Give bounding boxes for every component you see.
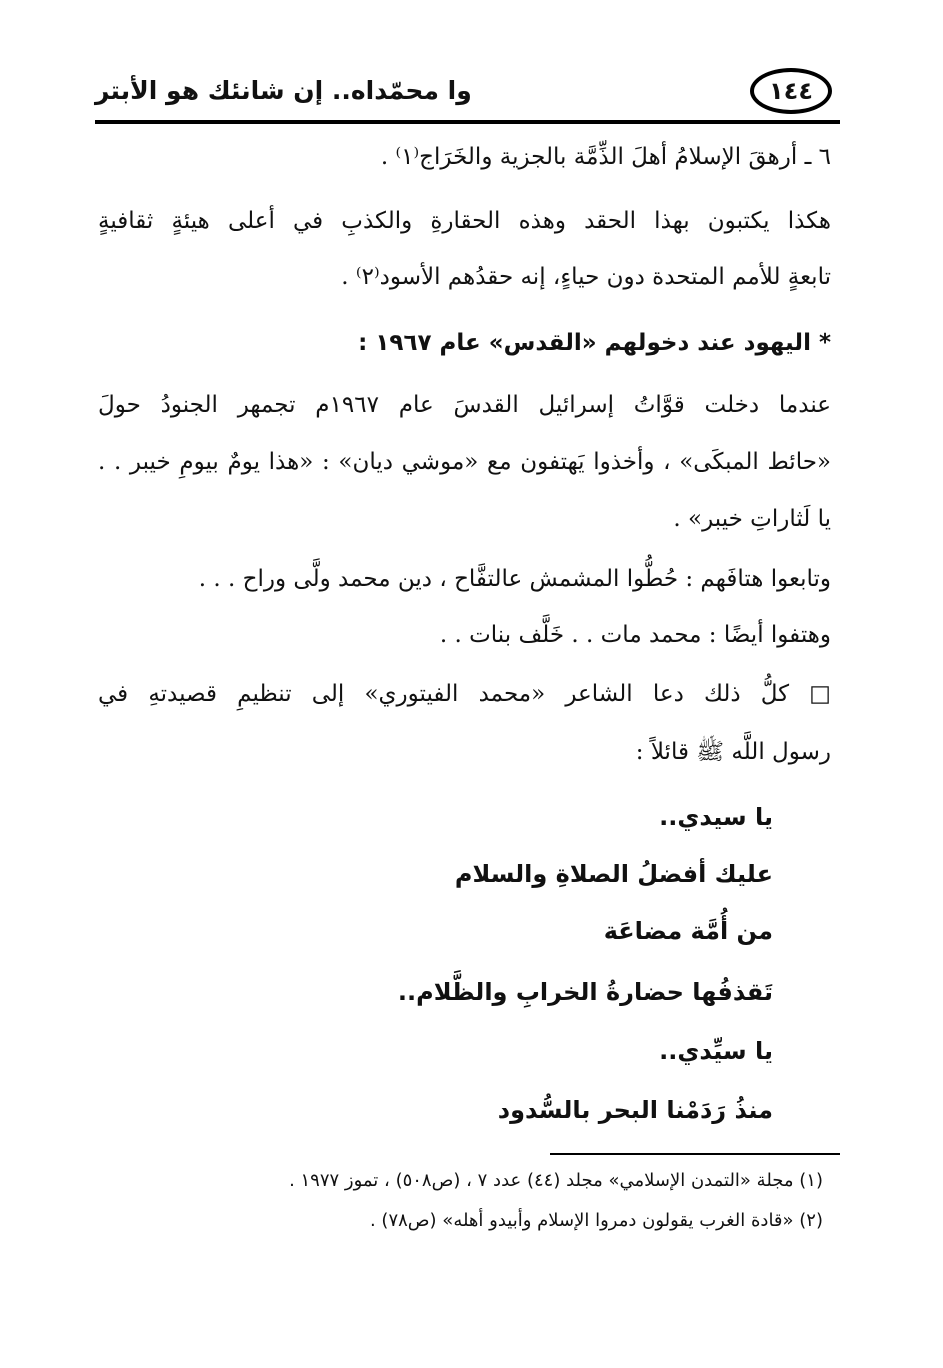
footnote-rule bbox=[550, 1153, 840, 1155]
poem-line: من أُمَّة مضاعَة bbox=[603, 917, 773, 945]
page-number-oval bbox=[750, 68, 832, 114]
paragraph-line: هكذا يكتبون بهذا الحقد وهذه الحقارةِ والكذبِ في أعلى هيئةٍ ثقافيةٍ bbox=[98, 208, 831, 234]
poem-line: يا سيدي.. bbox=[659, 803, 773, 831]
section-heading: * اليهود عند دخولهم «القدس» عام ١٩٦٧ : bbox=[358, 330, 831, 356]
poem-line: تَقذفُها حضارةُ الخرابِ والظَّلام.. bbox=[397, 978, 773, 1006]
poem-line: منذُ رَدَمْنا البحر بالسُّدود bbox=[497, 1096, 773, 1124]
paragraph-line: رسول اللَّه ﷺ قائلاً : bbox=[635, 739, 831, 765]
header-rule bbox=[95, 120, 840, 124]
page-number: ١٤٤ bbox=[769, 77, 813, 105]
paragraph-line: «حائط المبكَى» ، وأخذوا يَهتفون مع «موشي ديان» : «هذا يومٌ بيومِ خيبر . . bbox=[98, 449, 831, 475]
paragraph-line: □ كلُّ ذلك دعا الشاعر «محمد الفيتوري» إلى تنظيمِ قصيدتهِ في bbox=[98, 681, 831, 707]
list-item-6: ٦ ـ أرهقَ الإسلامُ أهلَ الذِّمَّة بالجزية والخَرَاج⁽١⁾ . bbox=[380, 144, 831, 170]
running-title: وا محمّداه.. إن شانئك هو الأبتر bbox=[95, 76, 472, 105]
paragraph-line: عندما دخلت قوَّاتُ إسرائيل القدسَ عام ١٩٦٧م تجمهر الجنودُ حولَ bbox=[98, 392, 831, 418]
paragraph-line: يا لَثاراتِ خيبر» . bbox=[673, 506, 831, 532]
poem-line: يا سيِّدي.. bbox=[659, 1037, 773, 1065]
paragraph-line: تابعةٍ للأمم المتحدة دون حياءٍ، إنه حقدُهم الأسود⁽٢⁾ . bbox=[341, 264, 831, 290]
poem-line: عليك أفضلُ الصلاةِ والسلام bbox=[454, 860, 773, 888]
paragraph-line: وتابعوا هتافَهم : حُطُّوا المشمش عالتفَّاح ، دين محمد ولَّى وراح . . . bbox=[198, 566, 831, 592]
footnote: (٢) «قادة الغرب يقولون دمروا الإسلام وأبيدو أهله» (ص٧٨) . bbox=[369, 1210, 823, 1231]
paragraph-line: وهتفوا أيضًا : محمد مات . . خَلَّف بنات . . bbox=[439, 622, 831, 648]
page-header bbox=[95, 62, 840, 130]
footnote: (١) مجلة «التمدن الإسلامي» مجلد (٤٤) عدد ٧ ، (ص٥٠٨) ، تموز ١٩٧٧ . bbox=[289, 1170, 823, 1191]
